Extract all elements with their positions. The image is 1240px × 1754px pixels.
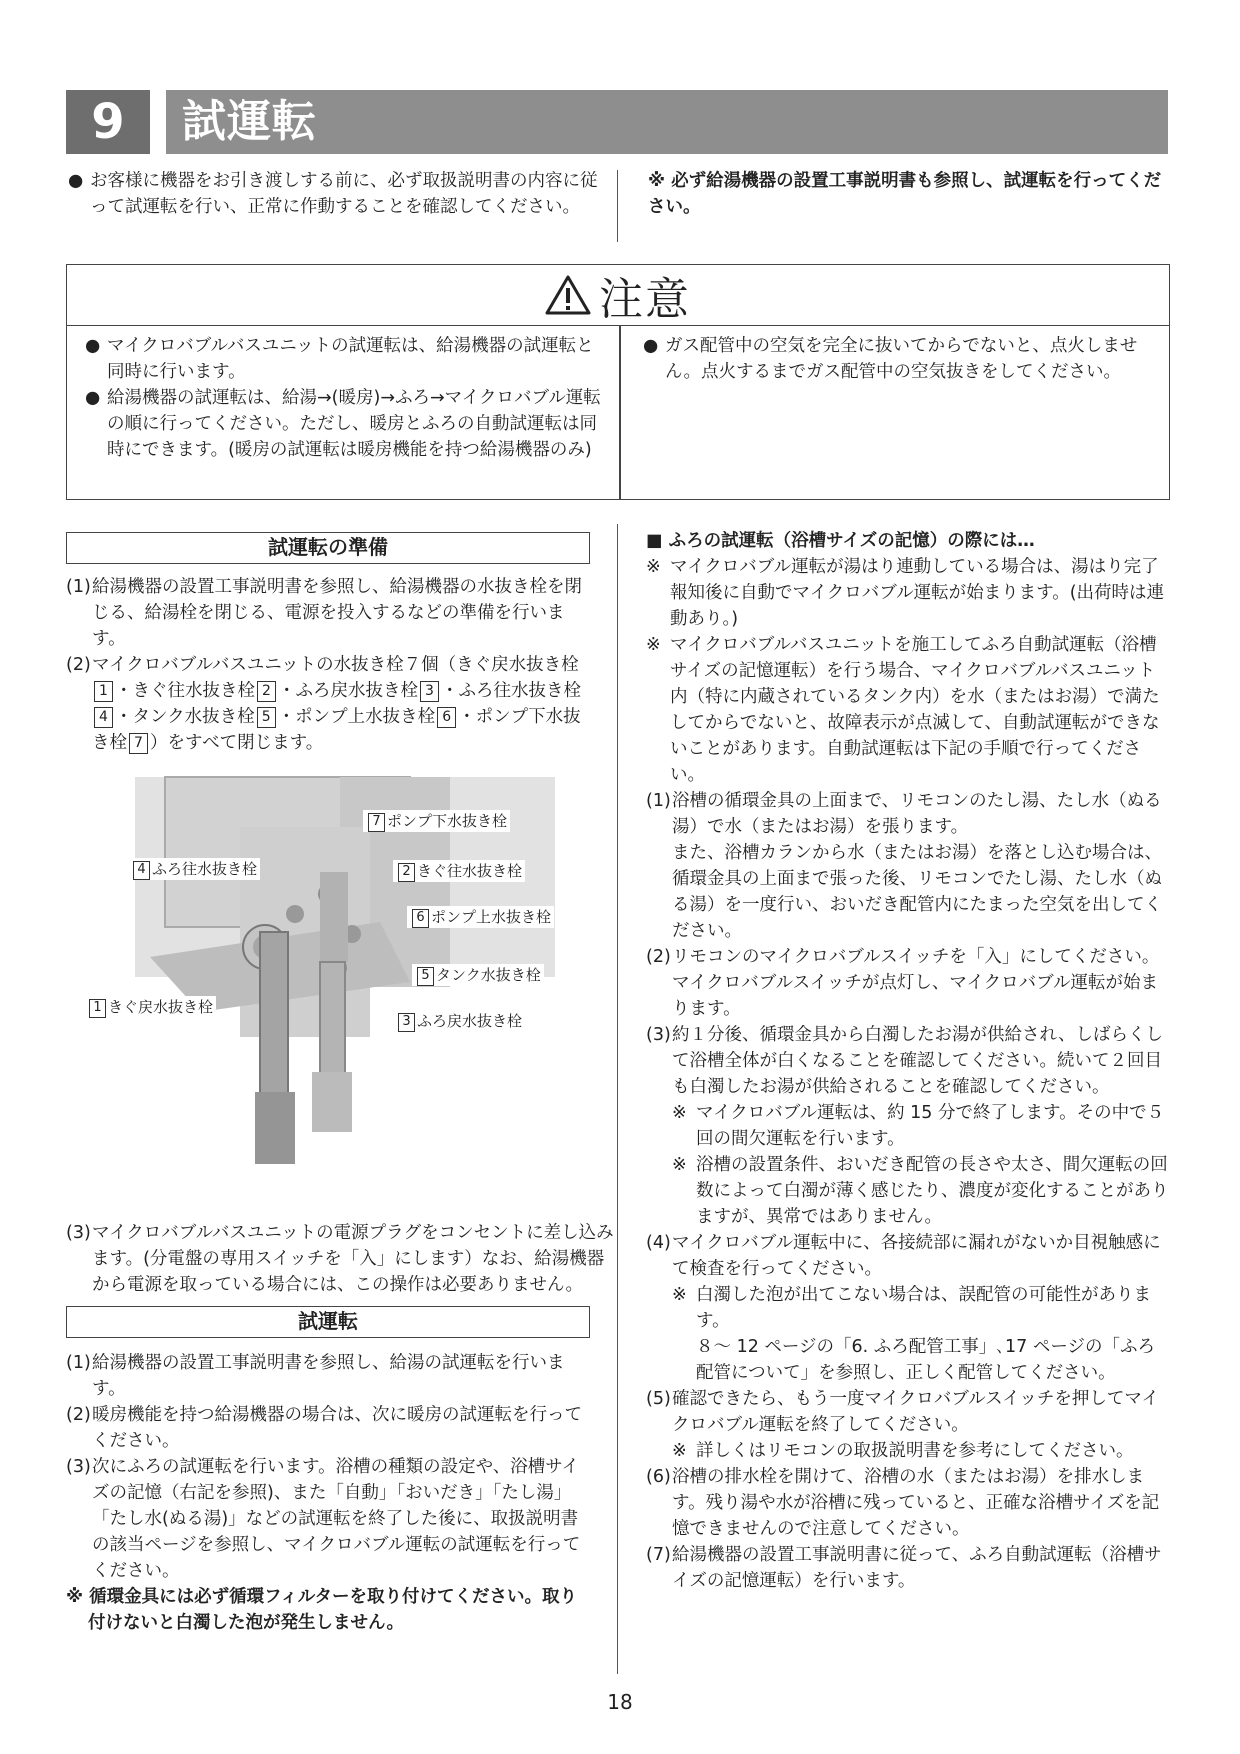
label-fixture-return-drain [84, 996, 216, 1018]
step-text: 浴槽の排水栓を開けて、浴槽の水（またはお湯）を排水します。残り湯や水が浴槽に残っていると、正確な浴槽サイズを記憶できませんので注意してください。 [672, 1467, 1160, 1539]
item-number: (2) [646, 947, 671, 967]
intro-divider [617, 170, 618, 242]
caution-item [85, 385, 603, 463]
note-text: マイクロバブル運転が湯はり連動している場合は、湯はり完了報知後に自動でマイクロバブル運転が始まります。(出荷時は連動あり。) [670, 557, 1165, 629]
column-divider [617, 524, 618, 1674]
note-mark: ※ [672, 1285, 687, 1305]
note-text: マイクロバブルバスユニットを施工してふろ自動試運転（浴槽サイズの記憶運転）を行う場合、マイクロバブルバスユニット内（特に内蔵されているタンク内）を水（またはお湯）で満たしてからでないと、故障表示が点滅して、自動試運転ができないことがあります。自動試運転は下記の手順で行ってください。 [670, 635, 1160, 785]
step-sub [672, 1152, 1172, 1230]
item-number: (6) [646, 1467, 671, 1487]
sub-text: マイクロバブル運転は、約 15 分で終了します。その中で５回の間欠運転を行います。 [696, 1103, 1165, 1149]
item-number: (7) [646, 1545, 671, 1565]
step-text: マイクロバブル運転中に、各接続部に漏れがないか目視触感にて検査を行ってください。 [672, 1233, 1161, 1279]
item-text: ）をすべて閉じます。 [150, 733, 324, 753]
caution-title: 注意 [599, 274, 691, 325]
trial-items [66, 1350, 590, 1636]
note-mark: ※ [646, 635, 661, 655]
note-mark: ※ [672, 1441, 687, 1461]
item-text: ・ふろ戻水抜き栓 [278, 681, 418, 701]
item-text: 暖房機能を持つ給湯機器の場合は、次に暖房の試運転を行ってください。 [92, 1405, 582, 1451]
item-number: (3) [646, 1025, 671, 1045]
caution-item-text: ガス配管中の空気を完全に抜いてからでないと、点火しません。点火するまでガス配管中の空気抜きをしてください。 [665, 336, 1138, 382]
label-text: ふろ往水抜き栓 [152, 860, 258, 878]
prep-item [66, 574, 590, 652]
caution-item [85, 333, 603, 385]
warning-triangle-icon [545, 274, 591, 316]
step-text: 約１分後、循環金具から白濁したお湯が供給され、しばらくして浴槽全体が白くなることを確認してください。続いて２回目も白濁したお湯が供給されることを確認してください。 [672, 1025, 1164, 1097]
bullet-icon: ● [68, 171, 84, 191]
bullet-icon: ● [85, 336, 101, 356]
right-note [646, 632, 1172, 788]
step-item [646, 1230, 1172, 1386]
step-item [646, 788, 1172, 944]
valve-number: 3 [398, 1013, 415, 1032]
step-text: 浴槽の循環金具の上面まで、リモコンのたし湯、たし水（ぬる湯）で水（またはお湯）を張ります。 [672, 791, 1162, 837]
valve-number: 1 [94, 681, 113, 702]
item-number: (5) [646, 1389, 671, 1409]
label-pump-lower-drain [363, 810, 510, 832]
item-text: マイクロバブルバスユニットの電源プラグをコンセントに差し込みます。(分電盤の専用スイッチを「入」にします）なお、給湯機器から電源を取っている場合には、この操作は必要ありません。 [92, 1223, 614, 1295]
step-item [646, 1464, 1172, 1542]
prep-item [66, 1220, 616, 1298]
step-item [646, 1542, 1172, 1594]
step-text: リモコンのマイクロバブルスイッチを「入」にしてください。 [672, 947, 1160, 967]
valve-number: 4 [94, 707, 113, 728]
bullet-icon: ● [643, 336, 659, 356]
caution-header [67, 265, 1169, 326]
note-mark: ※ [672, 1155, 687, 1175]
valve-number: 6 [437, 707, 456, 728]
caution-box [66, 264, 1170, 500]
step-extra: また、浴槽カランから水（またはお湯）を落とし込む場合は、循環金具の上面まで張った後、リモコンでたし湯、たし水（ぬる湯）を一度行い、おいだき配管内にたまった空気を出してください。 [672, 843, 1162, 941]
item-number: (1) [66, 577, 91, 597]
valve-number: 4 [133, 861, 150, 880]
trial-item [66, 1402, 590, 1454]
intro-left [68, 168, 610, 220]
item-number: (4) [646, 1233, 671, 1253]
bullet-icon: ● [85, 388, 101, 408]
item-number: (2) [66, 655, 91, 675]
item-text: ・タンク水抜き栓 [115, 707, 255, 727]
item-text: マイクロバブルバスユニットの水抜き栓７個（きぐ戻水抜き栓 [92, 655, 579, 675]
sub-extra: ８～ 12 ページの「6. ふろ配管工事」､17 ページの「ふろ配管について」を参照し、正しく配管してください。 [696, 1337, 1156, 1383]
item-text: 次にふろの試運転を行います。浴槽の種類の設定や、浴槽サイズの記憶（右記を参照)、また「自動」「おいだき」「たし湯」「たし水(ぬる湯)」などの試運転を終了した後に、取扱説明書の該当ページを参照し、マイクロバブル運転の試運転を行ってください。 [92, 1457, 581, 1581]
label-fixture-outlet-drain [393, 860, 525, 882]
label-text: ポンプ上水抜き栓 [431, 908, 552, 926]
item-number: (3) [66, 1223, 91, 1243]
right-heading: ■ ふろの試運転（浴槽サイズの記憶）の際には… [646, 531, 1035, 551]
prep-item [66, 652, 590, 756]
step-text: 確認できたら、もう一度マイクロバブルスイッチを押してマイクロバブル運転を終了してください。 [672, 1389, 1160, 1435]
step-item [646, 1022, 1172, 1230]
intro-left-text: お客様に機器をお引き渡しする前に、必ず取扱説明書の内容に従って試運転を行い、正常に作動することを確認してください。 [90, 171, 598, 217]
label-text: ポンプ下水抜き栓 [387, 812, 508, 830]
note-mark: ※ [672, 1103, 687, 1123]
item-number: (2) [66, 1405, 91, 1425]
sub-text: 詳しくはリモコンの取扱説明書を参考にしてください。 [696, 1441, 1134, 1461]
step-sub [672, 1282, 1172, 1386]
sub-text: 浴槽の設置条件、おいだき配管の長さや太さ、間欠運転の回数によって白濁が薄く感じたり、濃度が変化することがありますが、異常ではありません。 [696, 1155, 1169, 1227]
valve-number: 7 [129, 733, 148, 754]
step-text: 給湯機器の設置工事説明書に従って、ふろ自動試運転（浴槽サイズの記憶運転）を行います。 [672, 1545, 1162, 1591]
valve-number: 5 [417, 967, 434, 986]
right-note [646, 554, 1172, 632]
section-title: 試運転 [182, 96, 317, 147]
label-text: きぐ戻水抜き栓 [108, 998, 214, 1016]
trial-item [66, 1454, 590, 1584]
prep-items [66, 574, 590, 756]
item-text: ・きぐ往水抜き栓 [115, 681, 255, 701]
item-number: (1) [66, 1353, 91, 1373]
note-mark: ※ [646, 557, 661, 577]
item-text: 給湯機器の設置工事説明書を参照し、給湯の試運転を行います。 [92, 1353, 565, 1399]
valve-number: 3 [420, 681, 439, 702]
intro-right: ※ 必ず給湯機器の設置工事説明書も参照し、試運転を行ってください。 [648, 171, 1162, 217]
section-number: 9 [66, 90, 150, 154]
step-sub [672, 1438, 1172, 1464]
section-title-bar [166, 90, 1168, 154]
section-header [66, 90, 1168, 154]
caution-item-text: マイクロバブルバスユニットの試運転は、給湯機器の試運転と同時に行います。 [107, 336, 594, 382]
valve-number: 6 [412, 909, 429, 928]
item-text: ・ポンプ上水抜き栓 [277, 707, 436, 727]
valve-illustration [80, 772, 580, 1164]
step-item [646, 944, 1172, 1022]
item-text: ・ふろ往水抜き栓 [441, 681, 581, 701]
item-number: (3) [66, 1457, 91, 1477]
step-sub [672, 1100, 1172, 1152]
valve-number: 5 [257, 707, 276, 728]
label-bath-return-drain [393, 1010, 525, 1032]
valve-number: 2 [398, 863, 415, 882]
trial-heading: 試運転 [66, 1306, 590, 1338]
caution-left [85, 333, 603, 463]
step-item [646, 1386, 1172, 1464]
label-text: タンク水抜き栓 [436, 966, 541, 984]
valve-number: 2 [257, 681, 276, 702]
item-text: ・ポンプ下水抜き栓 [92, 707, 581, 753]
item-number: (1) [646, 791, 671, 811]
trial-item [66, 1350, 590, 1402]
right-column [646, 528, 1172, 1594]
step-extra: マイクロバブルスイッチが点灯し、マイクロバブル運転が始まります。 [672, 973, 1158, 1019]
label-text: ふろ戻水抜き栓 [417, 1012, 523, 1030]
prep-heading: 試運転の準備 [66, 532, 590, 564]
caution-item-text: 給湯機器の試運転は、給湯→(暖房)→ふろ→マイクロバブル運転の順に行ってください。ただし、暖房とふろの自動試運転は同時にできます。(暖房の試運転は暖房機能を持つ給湯機器のみ) [107, 388, 601, 460]
sub-text: 白濁した泡が出てこない場合は、誤配管の可能性があります。 [696, 1285, 1151, 1331]
label-pump-upper-drain [407, 906, 554, 928]
page-number: 18 [607, 1690, 633, 1714]
label-text: きぐ往水抜き栓 [417, 862, 523, 880]
caution-item [643, 333, 1155, 385]
valve-number: 7 [368, 813, 385, 832]
caution-right [643, 333, 1155, 385]
item-text: 給湯機器の設置工事説明書を参照し、給湯機器の水抜き栓を閉じる、給湯栓を閉じる、電源を投入するなどの準備を行います。 [92, 577, 582, 649]
caution-divider [619, 325, 621, 499]
label-bath-outlet-drain [128, 858, 260, 880]
valve-number: 1 [89, 999, 106, 1018]
label-tank-drain [412, 964, 544, 986]
trial-note: ※ 循環金具には必ず循環フィルターを取り付けてください。取り付けないと白濁した泡が発生しません。 [66, 1587, 578, 1633]
